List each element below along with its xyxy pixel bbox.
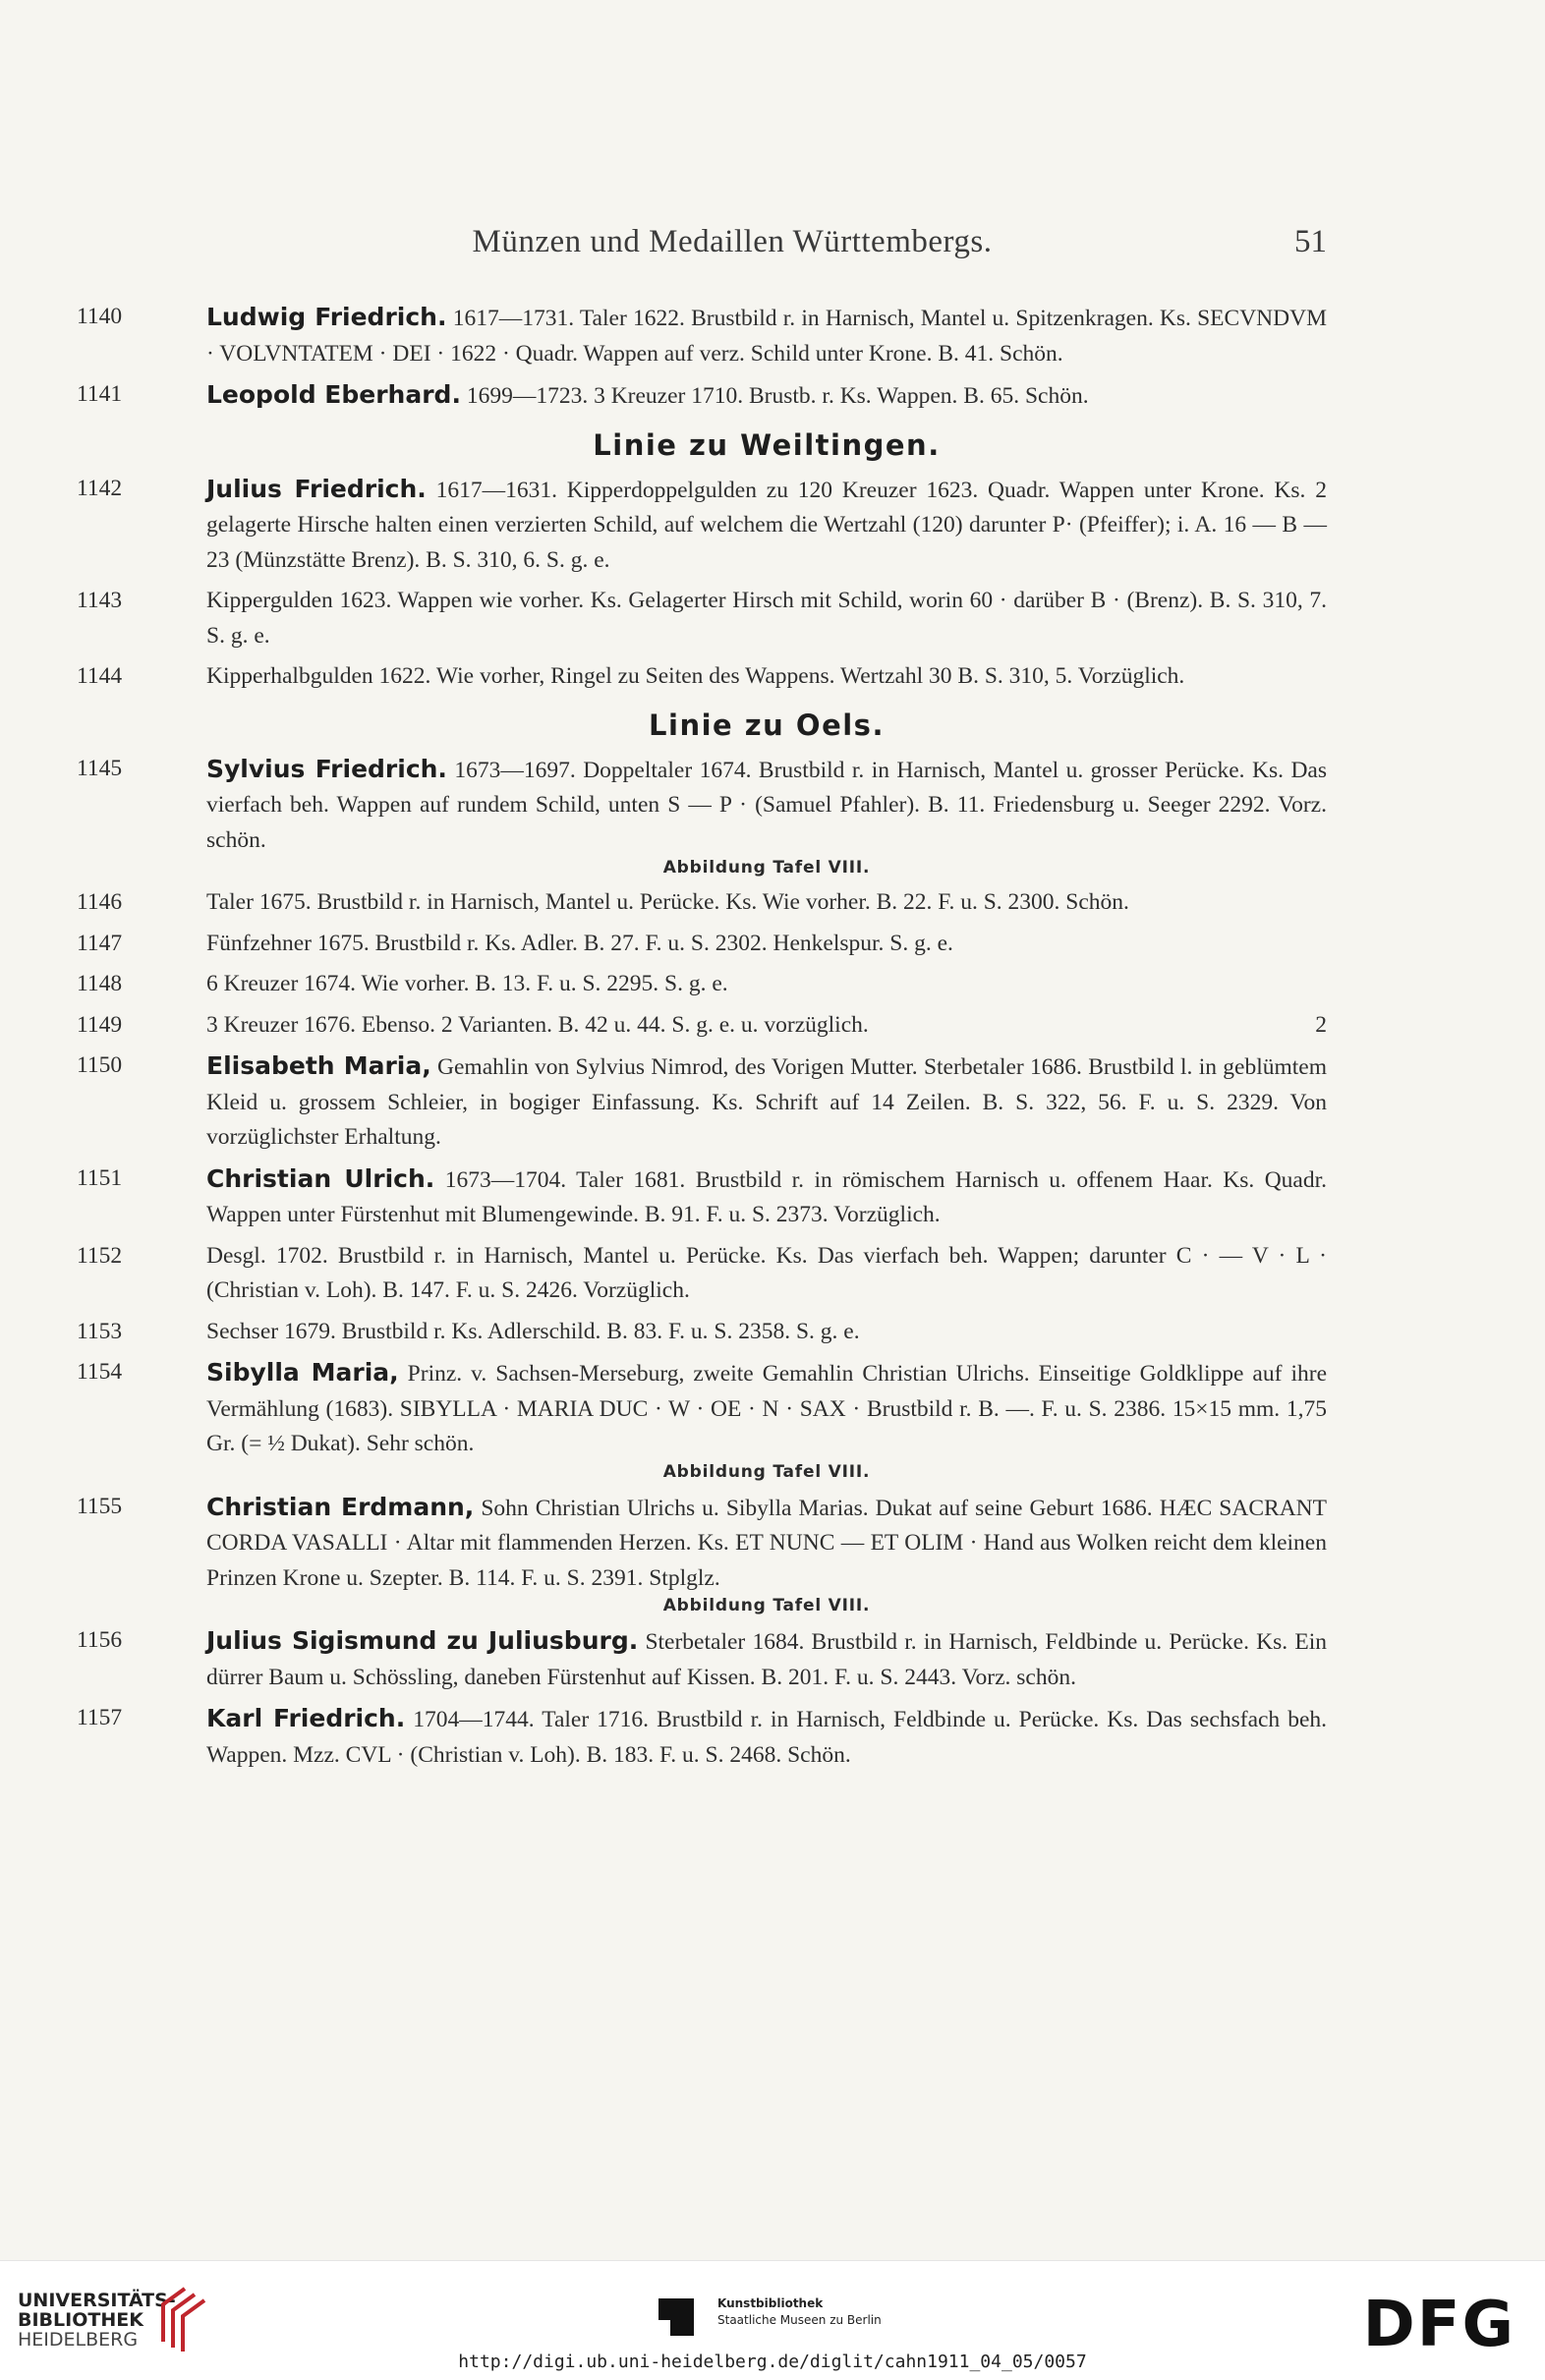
- entry-description: Fünfzehner 1675. Brustbild r. Ks. Adler. B. 27. F. u. S. 2302. Henkelspur. S. g. e.: [206, 930, 953, 956]
- entry-number: 1156: [77, 1627, 123, 1653]
- figure-reference: Abbildung Tafel VIII.: [662, 1596, 871, 1615]
- entry-description: 3 Kreuzer 1676. Ebenso. 2 Varianten. B. 42 u. 44. S. g. e. u. vorzüglich.: [206, 1011, 869, 1038]
- entry-description: Sterbetaler 1684. Brustbild r. in Harnisch, Feldbinde u. Perücke. Ks. Ein dürrer Baum u. Schössling, daneben Fürstenhut auf Kissen. B. 201. F. u. S. 2443. Vorz. schön.: [206, 1629, 1328, 1690]
- entry-description: Prinz. v. Sachsen-Merseburg, zweite Gemahlin Christian Ulrichs. Einseitige Goldklippe auf ihre Vermählung (1683). SIBYLLA · MARIA DUC · W · OE · N · SAX · Brustbild r. B. —. F. u. S. 2386. 15×15 mm. 1,75 Gr. (= ½ Dukat). Sehr schön.: [206, 1361, 1327, 1456]
- catalog-entry: [77, 752, 1327, 859]
- entry-description: 1704—1744. Taler 1716. Brustbild r. in Harnisch, Feldbinde u. Perücke. Ks. Das sechsfach beh. Wappen. Mzz. CVL · (Christian v. Loh). B. 183. F. u. S. 2468. Schön.: [206, 1707, 1328, 1768]
- catalog-entry: [77, 1490, 1327, 1597]
- catalog-entry: [77, 377, 1327, 415]
- university-library-logo-text: [18, 2291, 176, 2350]
- catalog-entry: [77, 1162, 1327, 1233]
- entry-quantity: 2: [1315, 1011, 1327, 1038]
- catalog-entry: [77, 472, 1327, 579]
- entry-number: 1144: [77, 663, 123, 689]
- page-title: Münzen und Medaillen Württembergs.: [472, 224, 993, 259]
- dfg-logo: DFG: [1362, 2289, 1516, 2361]
- entry-description: 6 Kreuzer 1674. Wie vorher. B. 13. F. u. S. 2295. S. g. e.: [206, 971, 728, 996]
- entry-description: Sechser 1679. Brustbild r. Ks. Adlerschild. B. 83. F. u. S. 2358. S. g. e.: [206, 1318, 860, 1344]
- ruler-name: Christian Ulrich.: [206, 1163, 435, 1193]
- entry-number: 1154: [77, 1359, 123, 1385]
- ruler-name: Julius Sigismund zu Juliusburg.: [206, 1626, 639, 1655]
- entry-number: 1142: [77, 475, 123, 501]
- page-number: 51: [1294, 224, 1327, 259]
- entry-description: Sohn Christian Ulrichs u. Sibylla Marias. Dukat auf seine Geburt 1686. HÆC SACRANT CORDA VASALLI · Altar mit flammenden Herzen. Ks. ET NUNC — ET OLIM · Hand aus Wolken reicht dem kleinen Prinzen Krone u. Szepter. B. 114. F. u. S. 2391. Stplglz.: [206, 1495, 1327, 1591]
- catalog-entry: [77, 1315, 1327, 1350]
- entry-number: 1141: [77, 381, 123, 407]
- entry-description: Desgl. 1702. Brustbild r. in Harnisch, Mantel u. Perücke. Ks. Das vierfach beh. Wappen; darunter C · — V · L · (Christian v. Loh). B. 147. F. u. S. 2426. Vorzüglich.: [206, 1242, 1327, 1303]
- entry-number: 1150: [77, 1052, 123, 1078]
- catalog-entry: [77, 1008, 1327, 1044]
- catalog-entry: [77, 659, 1327, 695]
- entry-description: Kippergulden 1623. Wappen wie vorher. Ks. Gelagerter Hirsch mit Schild, worin 60 · darüber B · (Brenz). B. S. 310, 7. S. g. e.: [206, 588, 1327, 649]
- ruler-name: Ludwig Friedrich.: [206, 303, 447, 331]
- catalog-entry: [77, 927, 1327, 962]
- kunstbibliothek-logo: [657, 2287, 882, 2338]
- figure-reference: Abbildung Tafel VIII.: [662, 858, 871, 878]
- catalog-entry: [77, 1355, 1327, 1462]
- entry-description: 1673—1704. Taler 1681. Brustbild r. in römischem Harnisch u. offenem Haar. Ks. Quadr. Wappen unter Fürstenhut mit Blumengewinde. B. 91. F. u. S. 2373. Vorzüglich.: [206, 1166, 1327, 1227]
- catalog-entry: [77, 584, 1327, 653]
- entry-number: 1149: [77, 1011, 123, 1038]
- entry-description: 1617—1631. Kipperdoppelgulden zu 120 Kreuzer 1623. Quadr. Wappen unter Krone. Ks. 2 gelagerte Hirsche halten einen verzierten Schild, auf welchem die Wertzahl (120) darunter P· (Pfeiffer); i. A. 16 — B —23 (Münzstätte Brenz). B. S. 310, 6. S. g. e.: [206, 477, 1327, 573]
- entry-description: Taler 1675. Brustbild r. in Harnisch, Mantel u. Perücke. Ks. Wie vorher. B. 22. F. u. S. 2300. Schön.: [206, 889, 1129, 915]
- entry-number: 1153: [77, 1318, 123, 1344]
- kunstbibliothek-emblem-icon: [657, 2287, 708, 2338]
- permalink-url[interactable]: http://digi.ub.uni-heidelberg.de/diglit/cahn1911_04_05/0057: [458, 2352, 1087, 2372]
- footer-bar: [0, 2260, 1545, 2380]
- ruler-name: Elisabeth Maria,: [206, 1051, 431, 1080]
- university-library-emblem-icon: [155, 2283, 214, 2352]
- catalog-entry: [77, 1623, 1327, 1695]
- catalog-body: [77, 300, 1327, 1779]
- entry-number: 1151: [77, 1164, 123, 1191]
- catalog-entry: [77, 967, 1327, 1002]
- uni-line-1: UNIVERSITÄTS-: [18, 2290, 176, 2311]
- figure-reference: Abbildung Tafel VIII.: [662, 1461, 871, 1482]
- catalog-entry: [77, 300, 1327, 371]
- entry-number: 1155: [77, 1493, 123, 1519]
- entry-number: 1157: [77, 1705, 123, 1730]
- ruler-name: Sibylla Maria,: [206, 1358, 399, 1387]
- entry-description: 1617—1731. Taler 1622. Brustbild r. in Harnisch, Mantel u. Spitzenkragen. Ks. SECVNDVM · VOLVNTATEM · DEI · 1622 · Quadr. Wappen auf verz. Schild unter Krone. B. 41. Schön.: [206, 306, 1327, 367]
- entry-description: Kipperhalbgulden 1622. Wie vorher, Ringel zu Seiten des Wappens. Wertzahl 30 B. S. 310, 5. Vorzüglich.: [206, 663, 1185, 689]
- entry-description: Gemahlin von Sylvius Nimrod, des Vorigen Mutter. Sterbetaler 1686. Brustbild l. in geblümtem Kleid u. grossem Schleier, in bogiger Einfassung. Ks. Schrift auf 14 Zeilen. B. S. 322, 56. F. u. S. 2329. Von vorzüglichster Erhaltung.: [206, 1054, 1328, 1150]
- catalog-entry: [77, 1048, 1327, 1156]
- ruler-name: Leopold Eberhard.: [206, 380, 461, 409]
- catalog-entry: [77, 1701, 1327, 1773]
- catalog-entry: [77, 1239, 1327, 1309]
- ruler-name: Julius Friedrich.: [206, 474, 427, 503]
- ruler-name: Christian Erdmann,: [206, 1492, 475, 1521]
- kb-line-2: Staatliche Museen zu Berlin: [717, 2313, 882, 2327]
- section-heading: Linie zu Weiltingen.: [593, 427, 941, 462]
- entry-number: 1147: [77, 930, 123, 956]
- entry-number: 1146: [77, 889, 123, 915]
- uni-line-3: HEIDELBERG: [18, 2329, 139, 2351]
- ruler-name: Sylvius Friedrich.: [206, 754, 447, 783]
- kb-line-1: Kunstbibliothek: [717, 2296, 824, 2310]
- entry-number: 1143: [77, 588, 123, 613]
- section-heading: Linie zu Oels.: [649, 708, 885, 742]
- entry-number: 1145: [77, 755, 123, 781]
- entry-number: 1148: [77, 971, 123, 996]
- catalog-entry: [77, 885, 1327, 921]
- ruler-name: Karl Friedrich.: [206, 1704, 406, 1732]
- entry-number: 1140: [77, 304, 123, 329]
- entry-description: 1699—1723. 3 Kreuzer 1710. Brustb. r. Ks. Wappen. B. 65. Schön.: [466, 383, 1089, 409]
- uni-line-2: BIBLIOTHEK: [18, 2309, 143, 2331]
- entry-description: 1673—1697. Doppeltaler 1674. Brustbild r. in Harnisch, Mantel u. grosser Perücke. Ks. Das vierfach beh. Wappen auf rundem Schild, unten S — P · (Samuel Pfahler). B. 11. Friedensburg u. Seeger 2292. Vorz. schön.: [206, 757, 1327, 853]
- entry-number: 1152: [77, 1242, 123, 1269]
